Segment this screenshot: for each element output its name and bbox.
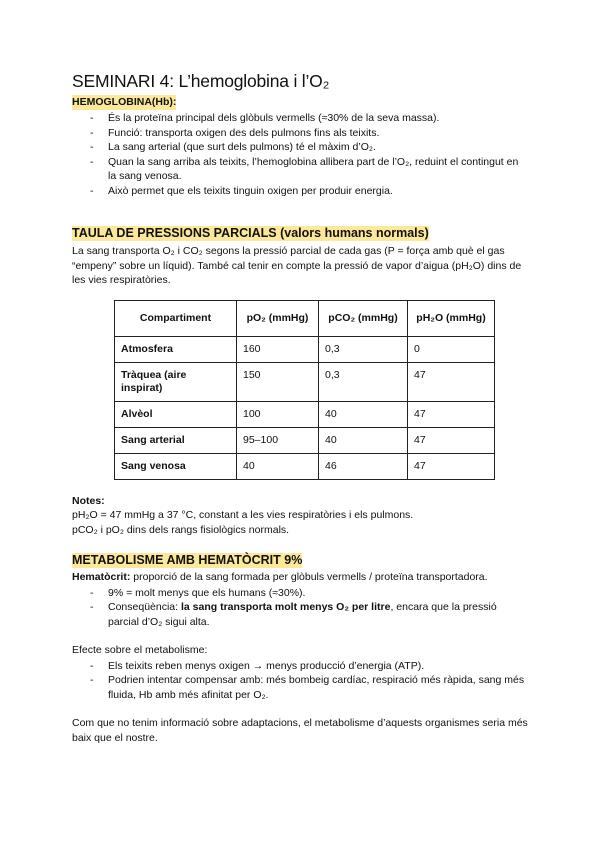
- list-item: - 9% = molt menys que els humans (≈30%).: [90, 586, 528, 601]
- list-item: - És la proteïna principal dels glòbuls vermells (≈30% de la seva massa).: [90, 111, 528, 126]
- taula-intro: La sang transporta O₂ i CO₂ segons la pressió parcial de cada gas (P = força amb què el gas “empeny” sobre un líquid). També cal tenir en compte la pressió de vapor d’aigua (pH₂O) dins de les vies respiratòries.: [72, 245, 522, 286]
- table-cell: Sang venosa: [115, 453, 237, 479]
- table-cell: 40: [237, 453, 319, 479]
- hemoglobina-list: [72, 111, 528, 198]
- table-header: pO₂ (mmHg): [237, 300, 319, 336]
- list-item: [90, 600, 528, 629]
- table-cell: Atmosfera: [115, 336, 237, 362]
- table-cell: 47: [408, 427, 495, 453]
- hematocrit-text: proporció de la sang formada per glòbuls vermells / proteïna transportadora.: [130, 571, 488, 583]
- table-row: [115, 401, 495, 427]
- efecte-intro: Efecte sobre el metabolisme:: [72, 644, 208, 656]
- list-item: - Funció: transporta oxigen des dels pulmons fins als teixits.: [90, 126, 528, 141]
- note-line: pCO₂ i pO₂ dins dels rangs fisiològics normals.: [72, 523, 290, 536]
- metabolisme-heading: METABOLISME AMB HEMATÒCRIT 9%: [72, 553, 303, 567]
- page-title: SEMINARI 4: L’hemoglobina i l’O₂: [72, 71, 330, 91]
- list-item: - Els teixits reben menys oxigen → menys producció d’energia (ATP).: [90, 659, 528, 674]
- table-cell: 0: [408, 336, 495, 362]
- table-cell: 0,3: [319, 336, 408, 362]
- taula-heading: TAULA DE PRESSIONS PARCIALS (valors humans normals): [72, 226, 429, 240]
- conclusion: Com que no tenim informació sobre adaptacions, el metabolisme d’aquests organismes seria més baix que el nostre.: [72, 717, 528, 744]
- taula-section: [72, 224, 528, 537]
- metabolisme-list: [72, 586, 528, 630]
- table-cell: 0,3: [319, 362, 408, 401]
- table-header: pH₂O (mmHg): [408, 300, 495, 336]
- table-row: [115, 336, 495, 362]
- list-item: - La sang arterial (que surt dels pulmons) té el màxim d’O₂.: [90, 140, 528, 155]
- item-suffix: , encara que la pressió parcial d’O₂ sigui alta.: [108, 601, 497, 628]
- table-row: [115, 362, 495, 401]
- table-cell: 160: [237, 336, 319, 362]
- table-header: Compartiment: [115, 300, 237, 336]
- table-header: pCO₂ (mmHg): [319, 300, 408, 336]
- hematocrit-label: Hematòcrit:: [72, 571, 131, 583]
- table-cell: Sang arterial: [115, 427, 237, 453]
- table-cell: 100: [237, 401, 319, 427]
- table-cell: 40: [319, 401, 408, 427]
- hemoglobina-heading: HEMOGLOBINA(Hb):: [72, 96, 177, 108]
- efecte-list: [72, 659, 528, 703]
- item-bold: la sang transporta molt menys O₂ per litre: [180, 601, 391, 613]
- table-cell: 95–100: [237, 427, 319, 453]
- metabolisme-section: [72, 551, 528, 745]
- table-row: [115, 453, 495, 479]
- hemoglobina-section: [72, 92, 528, 198]
- table-cell: 47: [408, 401, 495, 427]
- hematocrit-definition: [72, 570, 528, 585]
- table-cell: 150: [237, 362, 319, 401]
- table-cell: 40: [319, 427, 408, 453]
- list-item: - Quan la sang arriba als teixits, l’hemoglobina allibera part de l’O₂, reduint el contingut en la sang venosa.: [90, 155, 528, 184]
- table-header-row: [115, 300, 495, 336]
- note-line: pH₂O = 47 mmHg a 37 °C, constant a les vies respiratòries i els pulmons.: [72, 509, 414, 521]
- list-item: - Això permet que els teixits tinguin oxigen per produir energia.: [90, 184, 528, 199]
- list-item: - Podrien intentar compensar amb: més bombeig cardíac, respiració més ràpida, sang més fluida, Hb amb més afinitat per O₂.: [90, 673, 528, 702]
- item-prefix: Conseqüència:: [108, 601, 181, 613]
- table-cell: Alvèol: [115, 401, 237, 427]
- table-cell: 47: [408, 453, 495, 479]
- notes-heading: Notes:: [72, 494, 105, 507]
- table-cell: Tràquea (aire inspirat): [115, 362, 237, 401]
- table-cell: 47: [408, 362, 495, 401]
- table-cell: 46: [319, 453, 408, 479]
- pressions-table: [114, 300, 495, 480]
- table-row: [115, 427, 495, 453]
